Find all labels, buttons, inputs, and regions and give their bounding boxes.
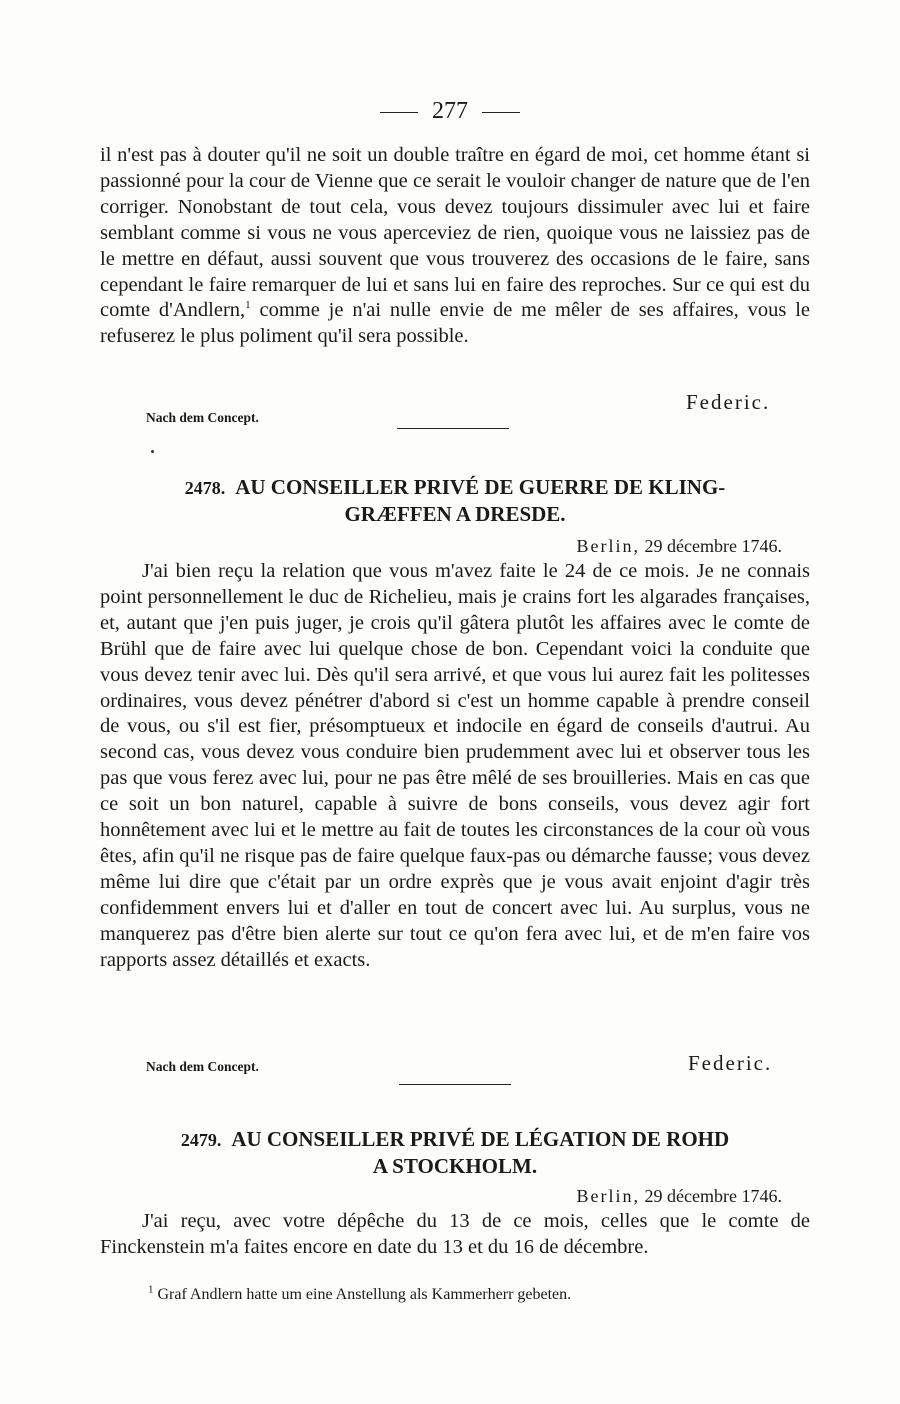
footnote-reference: 1: [245, 299, 251, 312]
letter-2478-heading-line1: AU CONSEILLER PRIVÉ DE GUERRE DE KLING-: [235, 475, 726, 499]
footnote: [148, 1283, 572, 1304]
previous-letter-body: [100, 143, 810, 350]
letter-2479-heading-line2: A STOCKHOLM.: [372, 1154, 538, 1178]
section-divider: [397, 428, 509, 429]
letter-2478-date: 29 décembre 1746.: [644, 536, 782, 556]
letter-2478-dateline: [577, 536, 782, 557]
letter-2478-body: J'ai bien reçu la relation que vous m'avez faite le 24 de ce mois. Je ne connais point personnellement le duc de Richelieu, mais je crains fort les algarades françaises, et, autant que j'en puis juger, je crois qu'il gâtera plutôt les affaires avec le comte de Brühl que de faire avec lui quelque chose de bon. Cependant voici la conduite que vous devez tenir avec lui. Dès qu'il sera arrivé, et que vous lui aurez fait les politesses ordinaires, vous devez pénétrer d'abord si c'est un homme capable à prendre conseil de vous, ou s'il est fier, présomptueux et indocile en égard de conseils d'autrui. Au second cas, vous devez vous conduire bien prudemment avec lui et observer tous les pas que vous ferez avec lui, pour ne pas être mêlé de ses brouilleries. Mais en cas que ce soit un bon naturel, capable à suivre de bons conseils, vous devez agir fort honnêtement avec lui et le mettre au fait de toutes les circonstances de la cour où vous êtes, afin qu'il ne risque pas de faire quelque faux-pas ou démarche fausse; vous devez même lui dire que c'était par un ordre exprès que je vous avait enjoint d'agir très confidemment envers lui et d'aller en tout de concert avec lui. Au surplus, vous ne manquerez pas d'être bien alerte sur tout ce qu'on fera avec lui, et de m'en faire vos rapports assez détaillés et exacts.: [100, 560, 810, 971]
letter-2479-place: Berlin,: [576, 1186, 641, 1206]
previous-letter-text: il n'est pas à douter qu'il ne soit un double traître en égard de moi, cet homme étant si passionné pour la cour de Vienne que ce serait le vouloir changer de nature que de l'en corriger. Nonobstant de tout cela, vous devez toujours dissimuler avec lui et faire semblant comme si vous ne vous aperceviez de rien, quoique vous ne laissiez pas de le mettre en défaut, aussi souvent que vous trouverez des occasions de le faire, sans cependant le faire remarquer de lui et sans lui en faire des reproches. Sur ce qui est du comte d'Andlern,: [100, 144, 810, 322]
section-divider: [399, 1084, 511, 1085]
letter-2479-number: 2479.: [180, 1130, 222, 1150]
letter-2479-date: 29 décembre 1746.: [644, 1186, 782, 1206]
letter-2478-place: Berlin,: [576, 536, 641, 556]
letter-2478-source: Nach dem Concept.: [146, 1059, 259, 1074]
letter-2478-signature: Federic.: [688, 1051, 773, 1075]
letter-2479-heading: [100, 1126, 810, 1179]
previous-letter-signature: Federic.: [686, 390, 771, 414]
footnote-text: Graf Andlern hatte um eine Anstellung als Kammerherr gebeten.: [157, 1286, 572, 1303]
letter-2479-dateline: [577, 1186, 782, 1207]
page-number-dash-left: [380, 112, 418, 113]
print-speck: [151, 450, 154, 453]
letter-2479-body: J'ai reçu, avec votre dépêche du 13 de ce mois, celles que le comte de Finckenstein m'a faites encore en date du 13 et du 16 de décembre.: [100, 1210, 810, 1258]
letter-2478-heading-line2: GRÆFFEN A DRESDE.: [344, 502, 566, 526]
letter-2479-heading-line1: AU CONSEILLER PRIVÉ DE LÉGATION DE ROHD: [231, 1127, 730, 1151]
previous-letter-source: Nach dem Concept.: [146, 410, 259, 425]
page-number-dash-right: [482, 112, 520, 113]
footnote-mark: 1: [148, 1283, 154, 1296]
letter-2478-number: 2478.: [184, 478, 226, 498]
letter-2478-heading: [100, 474, 810, 527]
page-number: [0, 98, 900, 125]
previous-letter-text-end: comme je n'ai nulle envie de me mêler de ses affaires, vous le refuserez le plus poliment qu'il sera possible.: [100, 299, 810, 348]
page-number-value: 277: [432, 98, 468, 124]
